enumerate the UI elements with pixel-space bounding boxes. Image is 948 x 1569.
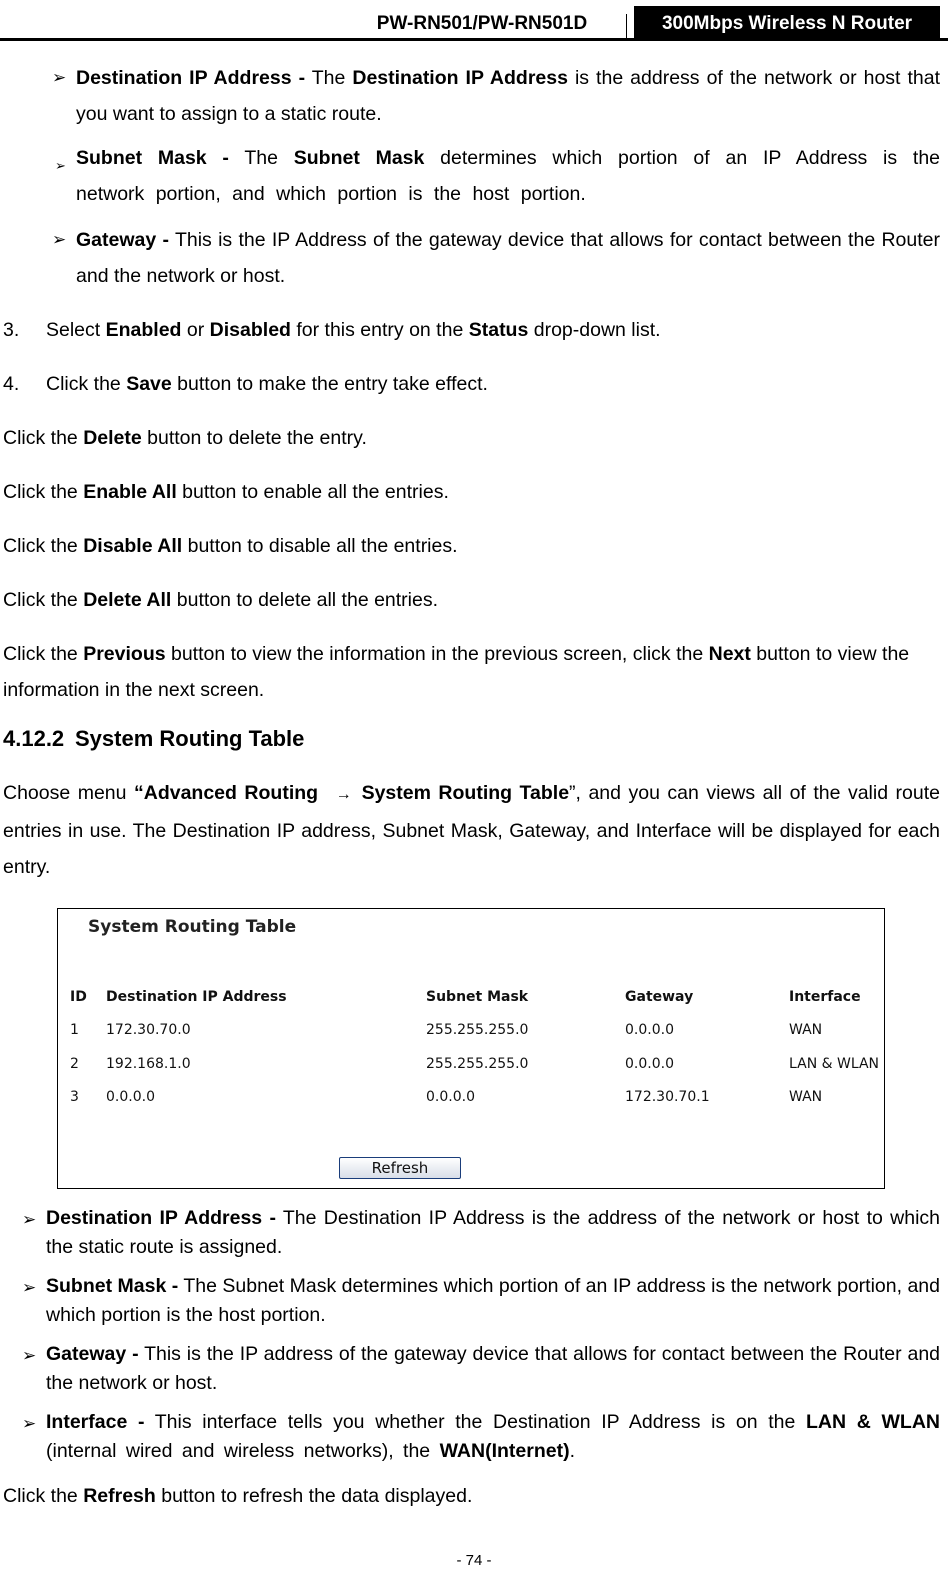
col-interface: Interface [789, 989, 861, 1005]
page-number: - 74 - [456, 1552, 492, 1569]
bullet-term: Subnet Mask - [76, 147, 229, 169]
bullet-destination-ip-2: Destination IP Address - The Destination IP Address is the address of the network or host to which the static route is assigned. [46, 1207, 940, 1258]
refresh-button[interactable]: Refresh [339, 1157, 461, 1179]
header-title: 300Mbps Wireless N Router [634, 6, 940, 40]
note-delete: Click the Delete button to delete the entry. [3, 427, 367, 449]
routing-table-screenshot: System Routing Table ID Destination IP Address Subnet Mask Gateway Interface 1 172.30.70.0 255.255.255.0 0.0.0.0 WAN 2 192.168.1.0 255.255.255.0 0.0.0.0 LAN & WLAN 3 0.0.0.0 0.0.0.0 172.30.70.1 WAN Refresh [57, 908, 885, 1189]
bullet-arrow-icon: ➢ [52, 68, 67, 87]
bullet-arrow-icon: ➢ [22, 1278, 37, 1297]
step-number: 4. [3, 373, 20, 395]
bullet-subnet-mask-2: Subnet Mask - The Subnet Mask determines which portion of an IP address is the network portion, and which portion is the host portion. [46, 1275, 940, 1326]
bullet-destination-ip: Destination IP Address - The Destination IP Address is the address of the network or host that you want to assign to a static route. [76, 67, 940, 125]
col-destination: Destination IP Address [106, 989, 287, 1005]
note-refresh: Click the Refresh button to refresh the data displayed. [3, 1485, 473, 1507]
step-save: Click the Save button to make the entry take effect. [46, 373, 488, 395]
bullet-arrow-icon: ➢ [22, 1346, 37, 1365]
header-tab-divider [626, 14, 633, 40]
note-previous-next: Click the Previous button to view the information in the previous screen, click the Next button to view the information in the next screen. [3, 643, 910, 701]
note-delete-all: Click the Delete All button to delete all the entries. [3, 589, 439, 611]
bullet-gateway: Gateway - This is the IP Address of the gateway device that allows for contact between the Router and the network or host. [76, 229, 940, 287]
bullet-interface: Interface - This interface tells you whether the Destination IP Address is on the LAN & WLAN (internal wired and wireless networks), the WAN(Internet). [46, 1411, 940, 1462]
header-model: PW-RN501/PW-RN501D [376, 13, 588, 34]
bullet-subnet-mask: Subnet Mask - The Subnet Mask determines which portion of an IP Address is the network portion, and which portion is the host portion. [76, 147, 941, 205]
bullet-arrow-icon: ➢ [52, 230, 67, 249]
bullet-gateway-2: Gateway - This is the IP address of the gateway device that allows for contact between the Router and the network or host. [46, 1343, 941, 1394]
section-intro: Choose menu “Advanced Routing → System Routing Table”, and you can views all of the valid route entries in use. The Destination IP address, Subnet Mask, Gateway, and Interface will be displayed for each entry. [3, 782, 940, 878]
col-id: ID [70, 989, 87, 1005]
step-status: Select Enabled or Disabled for this entry on the Status drop-down list. [46, 319, 661, 341]
note-disable-all: Click the Disable All button to disable all the entries. [3, 535, 458, 557]
col-subnet: Subnet Mask [426, 989, 529, 1005]
right-arrow-icon: → [335, 786, 352, 803]
bullet-arrow-icon: ➢ [22, 1414, 37, 1433]
bullet-arrow-icon: ➢ [55, 158, 66, 173]
header-rule [0, 38, 948, 41]
bullet-arrow-icon: ➢ [22, 1210, 37, 1229]
step-number: 3. [3, 319, 20, 341]
bullet-term: Destination IP Address - [76, 67, 306, 89]
note-enable-all: Click the Enable All button to enable all the entries. [3, 481, 449, 503]
bullet-term: Gateway - [76, 229, 169, 251]
figure-title: System Routing Table [88, 917, 297, 937]
col-gateway: Gateway [625, 989, 694, 1005]
section-heading [3, 724, 304, 754]
section-title: System Routing Table [75, 726, 305, 751]
section-number: 4.12.2 [3, 726, 65, 751]
